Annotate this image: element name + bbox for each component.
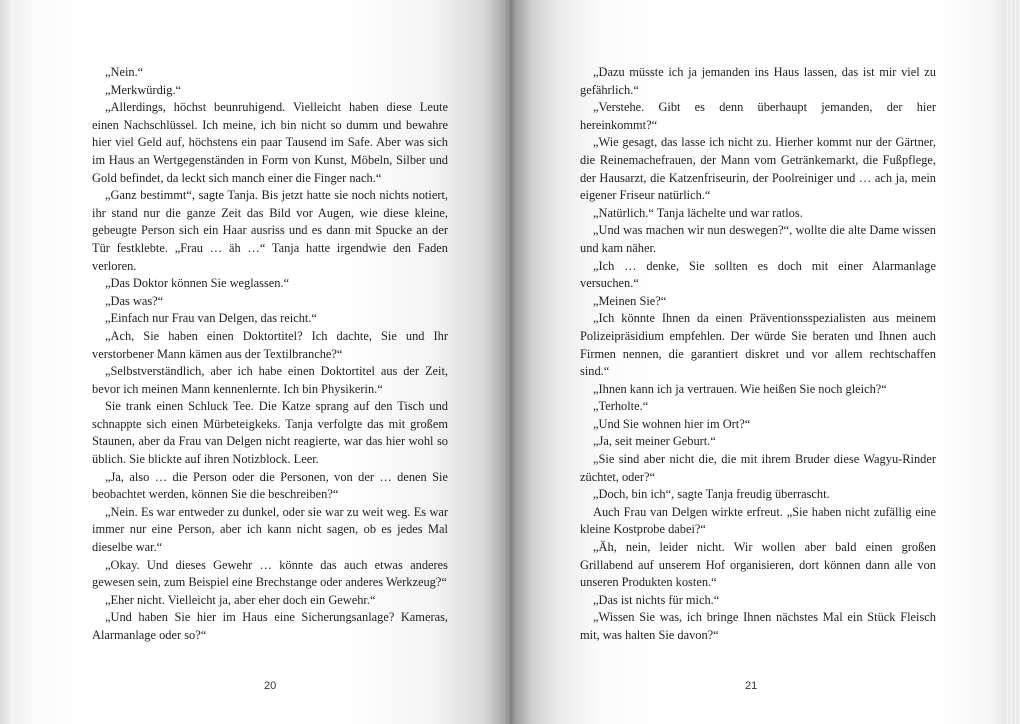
- paragraph: „Allerdings, höchst beunruhigend. Vielleicht haben diese Leute einen Nachschlüssel. Ich meine, ich bin nicht so dumm und bewahre hier viel Geld auf, höchstens ein paar Tausend im Safe. Aber was sich im Haus an Wertgegenständen in Form von Kunst, Möbeln, Silber und Gold befindet, da leckt sich manch einer die Finger nach.“: [92, 100, 448, 185]
- paragraph: „Nein.“: [105, 65, 144, 79]
- paragraph: Auch Frau van Delgen wirkte erfreut. „Sie haben nicht zufällig eine kleine Kostprobe dabei?“: [580, 504, 936, 537]
- paragraph: „Terholte.“: [593, 399, 649, 414]
- left-page-text: [92, 64, 448, 645]
- page-edges: [1006, 0, 1020, 724]
- page-number-right: 21: [745, 680, 758, 692]
- right-page-text: [580, 64, 936, 645]
- paragraph: „Merkwürdig.“: [105, 82, 182, 97]
- paragraph: „Wie gesagt, das lasse ich nicht zu. Hierher kommt nur der Gärtner, die Reinemachefrauen, der Mann vom Getränkemarkt, die Fußpflege, der Hausarzt, die Katzenfriseurin, der Poolreiniger und … ach ja, mein eigener Friseur natürlich.“: [580, 135, 936, 203]
- paragraph: „Das Doktor können Sie weglassen.“: [105, 276, 290, 291]
- paragraph: „Ich … denke, Sie sollten es doch mit einer Alarmanlage versuchen.“: [580, 258, 936, 291]
- paragraph: „Eher nicht. Vielleicht ja, aber eher doch ein Gewehr.“: [105, 592, 376, 607]
- paragraph: „Nein. Es war entweder zu dunkel, oder sie war zu weit weg. Es war immer nur eine Person, aber ich kann nicht sagen, ob es jedes Mal dieselbe war.“: [92, 504, 448, 555]
- paragraph: „Ja, also … die Person oder die Personen, von der … denen Sie beobachtet werden, können Sie die beschreiben?“: [92, 469, 448, 502]
- paragraph: „Ich könnte Ihnen da einen Präventionsspezialisten aus meinem Polizeipräsidium empfehlen. Der würde Sie beraten und Ihnen auch Firmen nennen, die garantiert diskret und vor allem rechtschaffen sind.“: [580, 311, 936, 379]
- paragraph: „Ihnen kann ich ja vertrauen. Wie heißen Sie noch gleich?“: [593, 381, 887, 396]
- paragraph: „Selbstverständlich, aber ich habe einen Doktortitel aus der Zeit, bevor ich meinen Mann kennenlernte. Ich bin Physikerin.“: [92, 364, 448, 396]
- paragraph: „Und Sie wohnen hier im Ort?“: [593, 416, 751, 431]
- paragraph: „Sie sind aber nicht die, die mit ihrem Bruder diese Wagyu-Rinder züchtet, oder?“: [580, 452, 936, 484]
- paragraph: Sie trank einen Schluck Tee. Die Katze sprang auf den Tisch und schnappte sich einen Mürbeteigkeks. Tanja verfolgte das mit großem Staunen, aber da Frau van Delgen nicht reagierte, war das hier wohl so üblich. Sie blickte auf ihren Notizblock. Leer.: [92, 399, 448, 467]
- paragraph: „Ach, Sie haben einen Doktortitel? Ich dachte, Sie und Ihr verstorbener Mann kämen aus der Textilbranche?“: [92, 328, 448, 361]
- right-page: [510, 0, 1006, 724]
- paragraph: „Doch, bin ich“, sagte Tanja freudig überrascht.: [593, 487, 830, 502]
- left-page: [14, 0, 510, 724]
- page-number-left: 20: [264, 680, 277, 692]
- paragraph: „Verstehe. Gibt es denn überhaupt jemanden, der hier hereinkommt?“: [580, 100, 936, 132]
- paragraph: „Natürlich.“ Tanja lächelte und war ratlos.: [593, 205, 803, 220]
- paragraph: „Ganz bestimmt“, sagte Tanja. Bis jetzt hatte sie noch nichts notiert, ihr stand nur die ganze Zeit das Bild vor Augen, wie diese kleine, gebeugte Person sich ein Haar ausriss und es dann mit Spucke an der Tür festklebte. „Frau … äh …“ Tanja hatte irgendwie den Faden verloren.: [92, 188, 448, 273]
- paragraph: „Wissen Sie was, ich bringe Ihnen nächstes Mal ein Stück Fleisch mit, was halten Sie davon?“: [580, 610, 936, 642]
- paragraph: „Meinen Sie?“: [593, 293, 667, 308]
- paragraph: „Einfach nur Frau van Delgen, das reicht.“: [105, 311, 317, 326]
- paragraph: „Und haben Sie hier im Haus eine Sicherungsanlage? Kameras, Alarmanlage oder so?“: [92, 610, 448, 642]
- paragraph: „Ja, seit meiner Geburt.“: [593, 434, 716, 449]
- paragraph: „Okay. Und dieses Gewehr … könnte das auch etwas anderes gewesen sein, zum Beispiel eine Brechstange oder anderes Werkzeug?“: [92, 557, 448, 590]
- paragraph: „Das was?“: [105, 293, 164, 308]
- paragraph: „Das ist nichts für mich.“: [593, 592, 720, 607]
- paragraph: „Dazu müsste ich ja jemanden ins Haus lassen, das ist mir viel zu gefährlich.“: [580, 65, 936, 97]
- paragraph: „Und was machen wir nun deswegen?“, wollte die alte Dame wissen und kam näher.: [580, 223, 936, 255]
- paragraph: „Äh, nein, leider nicht. Wir wollen aber bald einen großen Grillabend auf unserem Hof organisieren, dort können dann alle von unseren Produkten kosten.“: [580, 540, 936, 590]
